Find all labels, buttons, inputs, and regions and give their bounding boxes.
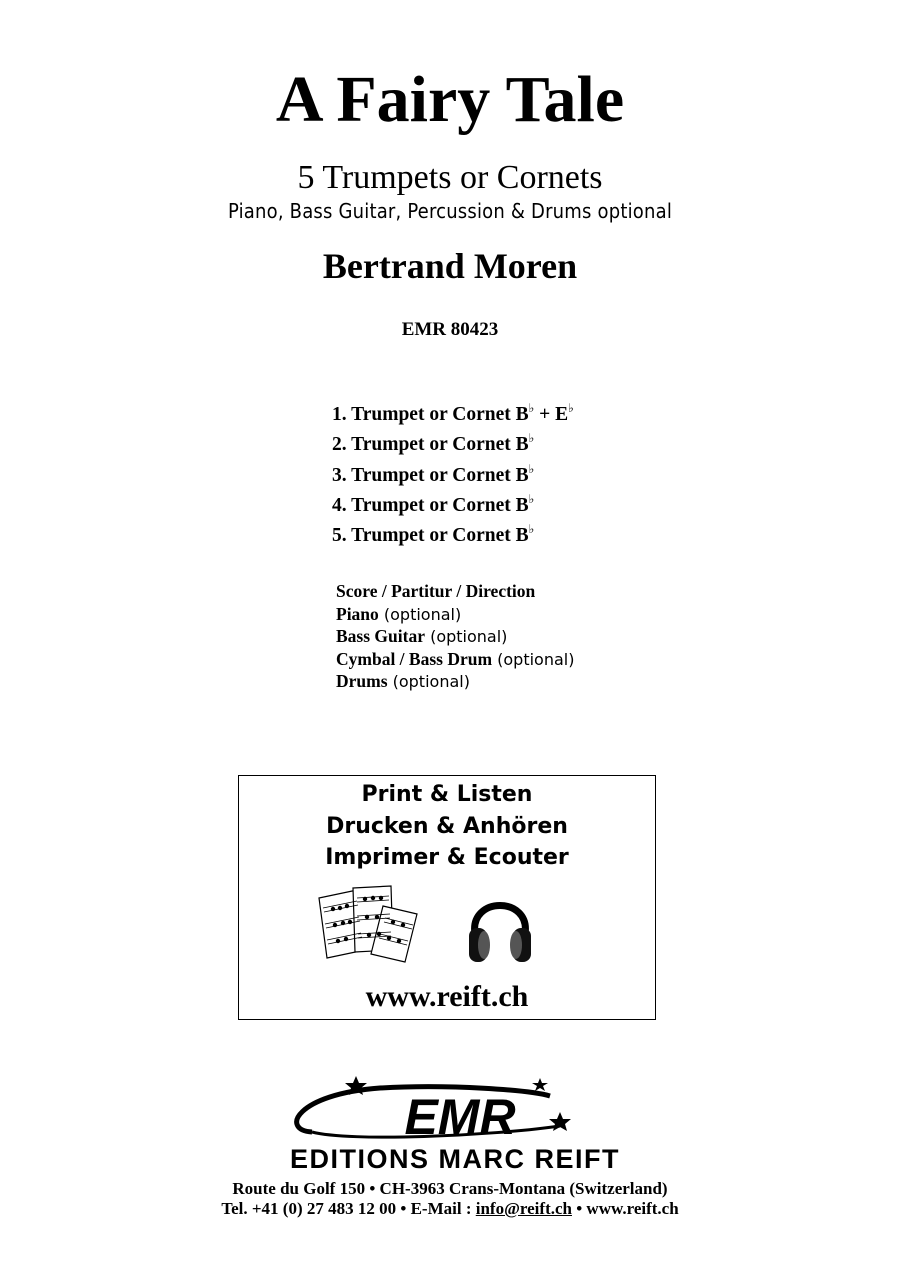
extra-item: Score / Partitur / Direction	[336, 581, 536, 601]
extras-list	[336, 580, 574, 693]
catalog-number: EMR 80423	[401, 319, 499, 340]
part-item: 1. Trumpet or Cornet B♭ + E♭	[332, 401, 574, 425]
publisher-contact: Tel. +41 (0) 27 483 12 00 • E-Mail : info@reift.ch • www.reift.ch	[221, 1199, 679, 1218]
logo-publisher-name: EDITIONS MARC REIFT	[290, 1144, 620, 1172]
part-item: 3. Trumpet or Cornet B♭	[332, 461, 535, 486]
promo-line-de: Drucken & Anhören	[326, 814, 568, 839]
part-item: 4. Trumpet or Cornet B♭	[332, 491, 535, 516]
print-listen-box	[238, 775, 656, 1020]
extra-item: Drums (optional)	[336, 671, 470, 691]
instrumentation-line: Piano, Bass Guitar, Percussion & Drums optional	[227, 199, 673, 223]
logo-emr-text: EMR	[404, 1089, 516, 1145]
extra-item: Cymbal / Bass Drum (optional)	[336, 648, 575, 669]
part-item: 2. Trumpet or Cornet B♭	[332, 431, 535, 456]
email-link[interactable]: info@reift.ch	[475, 1199, 572, 1218]
extra-item: Bass Guitar (optional)	[336, 626, 508, 646]
sheet-music-icon	[313, 884, 423, 964]
part-item: 5. Trumpet or Cornet B♭	[332, 522, 535, 547]
page-title: A Fairy Tale	[275, 63, 625, 136]
extra-item: Piano (optional)	[336, 603, 462, 624]
publisher-address: Route du Golf 150 • CH-3963 Crans-Montana (Switzerland)	[232, 1179, 668, 1198]
promo-line-fr: Imprimer & Ecouter	[325, 845, 569, 870]
promo-line-en: Print & Listen	[361, 782, 533, 807]
parts-list	[332, 400, 574, 551]
composer-name: Bertrand Moren	[322, 246, 578, 286]
subtitle: 5 Trumpets or Cornets	[297, 159, 603, 196]
headphones-icon	[465, 886, 535, 966]
promo-url[interactable]: www.reift.ch	[365, 980, 529, 1013]
emr-logo	[230, 1072, 680, 1172]
